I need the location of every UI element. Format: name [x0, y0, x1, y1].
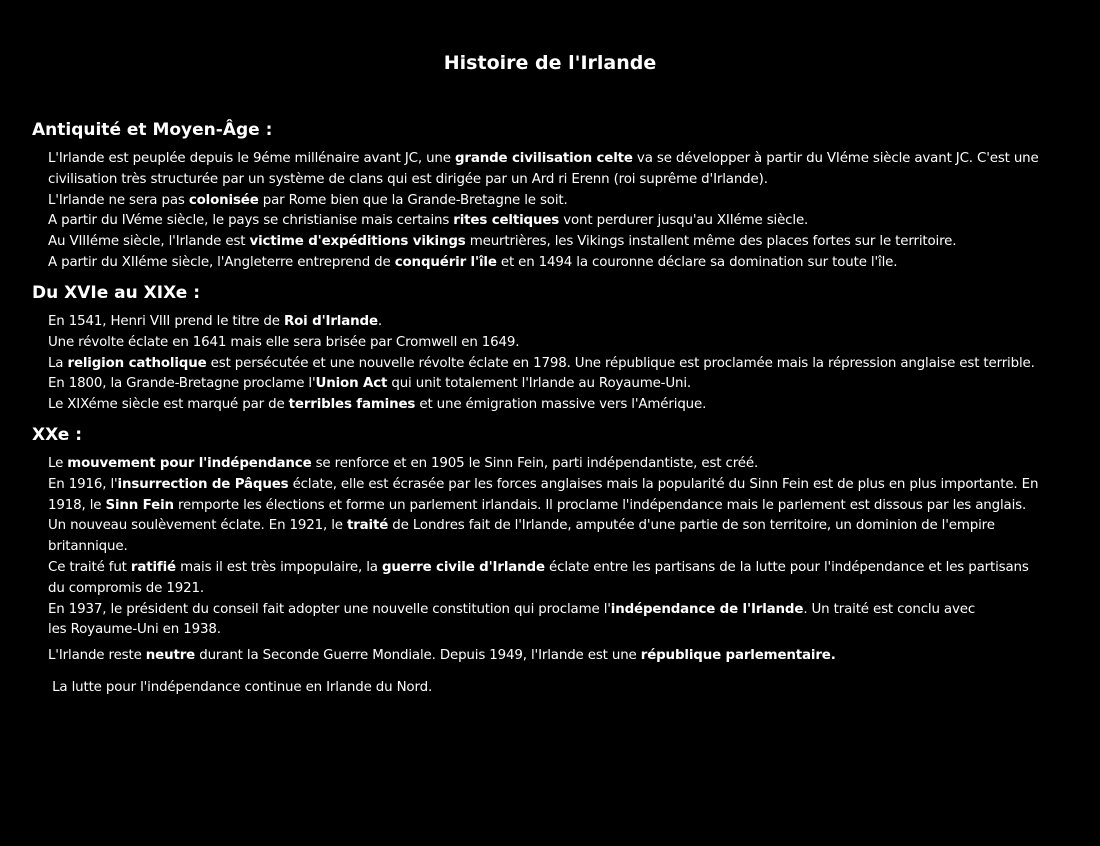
- bold-text-run: république parlementaire.: [640, 648, 836, 663]
- text-run: 1918, le: [48, 497, 106, 513]
- text-run: En 1916, l': [48, 476, 118, 492]
- text-run: éclate, elle est écrasée par les forces anglaises mais la popularité du Sinn Fein est de plus en plus importante. En: [288, 476, 1039, 492]
- text-run: Le XIXéme siècle est marqué par de: [48, 397, 289, 413]
- bold-text-run: mouvement pour l'indépendance: [67, 456, 312, 471]
- section-body-xvie-xixe: [48, 312, 1088, 416]
- bold-text-run: Union Act: [315, 376, 388, 392]
- text-line: [48, 232, 1088, 253]
- bold-text-run: victime d'expéditions vikings: [249, 234, 466, 250]
- text-line: [48, 579, 1088, 600]
- section-heading-antiquite: Antiquité et Moyen-Âge :: [32, 120, 273, 140]
- text-line: [48, 646, 1088, 667]
- section-body-antiquite: [48, 149, 1088, 274]
- text-run: va se développer à partir du VIéme siècle avant JC. C'est une: [632, 151, 1039, 166]
- bold-text-run: insurrection de Pâques: [117, 476, 289, 492]
- section-heading-xxe: XXe :: [32, 425, 83, 445]
- text-line: [48, 354, 1088, 375]
- text-run: Ce traité fut: [48, 559, 131, 575]
- text-line: [48, 454, 1088, 475]
- text-run: meurtrières, les Vikings installent même des places fortes sur le territoire.: [465, 234, 957, 250]
- text-run: En 1541, Henri VIII prend le titre de: [48, 314, 284, 329]
- text-line: [48, 600, 1088, 621]
- bold-text-run: neutre: [145, 648, 196, 663]
- text-run: se renforce et en 1905 le Sinn Fein, parti indépendantiste, est créé.: [311, 456, 759, 471]
- text-run: durant la Seconde Guerre Mondiale. Depuis 1949, l'Irlande est une: [195, 648, 641, 663]
- text-run: de Londres fait de l'Irlande, amputée d'une partie de son territoire, un dominion de l'empire: [388, 518, 995, 534]
- text-run: qui unit totalement l'Irlande au Royaume-Uni.: [387, 376, 692, 392]
- text-run: vont perdurer jusqu'au XIIéme siècle.: [559, 213, 809, 229]
- text-line: [48, 312, 1088, 333]
- bold-text-run: traité: [346, 518, 389, 534]
- text-run: remporte les élections et forme un parlement irlandais. Il proclame l'indépendance mais le parlement est dissous par les anglais.: [173, 497, 1027, 513]
- text-run: L'Irlande ne sera pas: [48, 192, 189, 208]
- bold-text-run: Sinn Fein: [105, 497, 174, 513]
- section-body-xxe: [48, 454, 1088, 641]
- text-run: et une émigration massive vers l'Amérique.: [415, 397, 707, 413]
- text-run: du compromis de 1921.: [48, 580, 204, 596]
- text-run: A partir du IVéme siècle, le pays se christianise mais certains: [48, 213, 454, 229]
- text-run: éclate entre les partisans de la lutte pour l'indépendance et les partisans: [544, 559, 1029, 575]
- bold-text-run: terribles famines: [288, 397, 416, 413]
- text-line: [48, 395, 1088, 416]
- bold-text-run: religion catholique: [67, 355, 207, 371]
- text-run: En 1800, la Grande-Bretagne proclame l': [48, 376, 316, 392]
- text-run: . Un traité est conclu avec: [803, 601, 976, 617]
- text-run: est persécutée et une nouvelle révolte éclate en 1798. Une république est proclamée mais la répression anglaise est terrible.: [206, 355, 1035, 371]
- text-line: [48, 170, 1088, 191]
- section-heading-xvie-xixe: Du XVIe au XIXe :: [32, 283, 200, 303]
- text-line: [48, 149, 1088, 170]
- text-run: Au VIIIéme siècle, l'Irlande est: [48, 234, 250, 250]
- text-line: [48, 620, 1088, 641]
- text-run: En 1937, le président du conseil fait adopter une nouvelle constitution qui proclame l': [48, 601, 611, 617]
- bold-text-run: rites celtiques: [453, 213, 560, 229]
- text-line: [48, 678, 1088, 699]
- bold-text-run: grande civilisation celte: [454, 151, 633, 166]
- text-line: [48, 211, 1088, 232]
- closing-line-neutre: [48, 646, 1088, 667]
- text-run: mais il est très impopulaire, la: [175, 559, 382, 575]
- page-title: Histoire de l'Irlande: [443, 52, 657, 74]
- text-line: [48, 475, 1088, 496]
- text-line: [48, 496, 1088, 517]
- text-line: [48, 516, 1088, 537]
- closing-line-nord: [48, 678, 1088, 699]
- text-run: et en 1494 la couronne déclare sa domination sur toute l'île.: [496, 254, 898, 270]
- bold-text-run: indépendance de l'Irlande: [610, 601, 804, 617]
- text-run: britannique.: [48, 539, 128, 555]
- text-run: Le: [48, 456, 68, 471]
- bold-text-run: colonisée: [188, 192, 259, 208]
- text-line: [48, 191, 1088, 212]
- text-line: [48, 374, 1088, 395]
- text-run: Une révolte éclate en 1641 mais elle sera brisée par Cromwell en 1649.: [48, 334, 520, 350]
- text-run: par Rome bien que la Grande-Bretagne le soit.: [258, 192, 568, 208]
- text-line: [48, 333, 1088, 354]
- text-run: La: [48, 355, 68, 371]
- text-run: .: [377, 314, 382, 329]
- text-line: [48, 537, 1088, 558]
- bold-text-run: ratifié: [130, 559, 176, 575]
- text-run: les Royaume-Uni en 1938.: [48, 622, 221, 638]
- text-line: [48, 558, 1088, 579]
- text-run: civilisation très structurée par un système de clans qui est dirigée par un Ard ri Erenn (roi suprême d'Irlande).: [48, 171, 768, 187]
- text-run: L'Irlande reste: [48, 648, 146, 663]
- text-run: L'Irlande est peuplée depuis le 9éme millénaire avant JC, une: [48, 151, 455, 166]
- bold-text-run: Roi d'Irlande: [283, 314, 378, 329]
- text-run: A partir du XIIéme siècle, l'Angleterre entreprend de: [48, 254, 395, 270]
- bold-text-run: guerre civile d'Irlande: [381, 559, 545, 575]
- text-line: [48, 253, 1088, 274]
- text-run: Un nouveau soulèvement éclate. En 1921, le: [48, 518, 347, 534]
- bold-text-run: conquérir l'île: [394, 254, 497, 270]
- text-run: La lutte pour l'indépendance continue en Irlande du Nord.: [48, 680, 433, 695]
